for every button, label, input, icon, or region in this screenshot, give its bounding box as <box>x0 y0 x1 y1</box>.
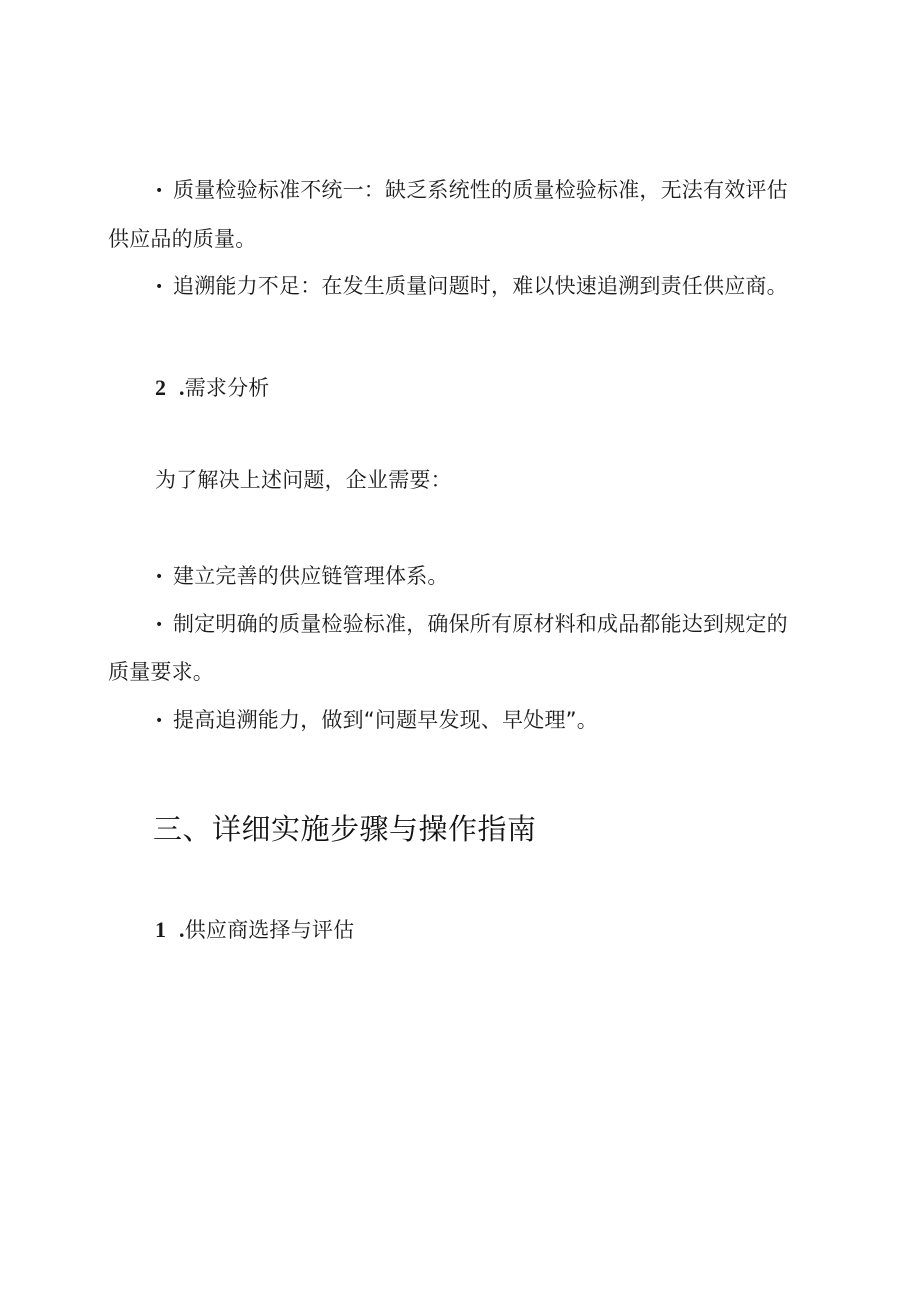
bullet-text: 供应品的质量。 <box>108 227 257 251</box>
bullet-item-traceability <box>155 274 855 299</box>
subheading-text: 供应商选择与评估 <box>184 918 355 942</box>
subheading-separator: . <box>179 375 185 400</box>
bullet-text: 提高追溯能力，做到“问题早发现、早处理”。 <box>173 708 598 732</box>
bullet-text: 制定明确的质量检验标准，确保所有原材料和成品都能达到规定的 <box>173 612 788 636</box>
bullet-text: 追溯能力不足：在发生质量问题时，难以快速追溯到责任供应商。 <box>173 274 788 298</box>
bullet-item-quality-standard-continued <box>108 227 808 251</box>
bullet-icon: • <box>155 713 164 729</box>
subheading-requirements-analysis <box>155 376 855 400</box>
bullet-icon: • <box>155 569 164 585</box>
bullet-item-improve-traceability <box>155 708 855 733</box>
subheading-number: 1 <box>155 917 167 942</box>
subheading-separator: . <box>179 917 185 942</box>
subheading-supplier-selection <box>155 918 855 942</box>
paragraph-text: 为了解决上述问题，企业需要： <box>155 468 452 492</box>
bullet-item-quality-standard <box>155 178 855 203</box>
bullet-text: 质量检验标准不统一：缺乏系统性的质量检验标准，无法有效评估 <box>173 178 788 202</box>
bullet-icon: • <box>155 617 164 633</box>
bullet-item-inspection-standard <box>155 612 855 637</box>
bullet-item-supply-chain-system <box>155 564 855 589</box>
section-title: 三、详细实施步骤与操作指南 <box>153 812 537 846</box>
subheading-text: 需求分析 <box>184 376 270 400</box>
intro-paragraph <box>155 468 855 492</box>
bullet-icon: • <box>155 279 164 295</box>
bullet-item-inspection-standard-continued <box>108 660 808 684</box>
bullet-text: 质量要求。 <box>108 660 214 684</box>
bullet-text: 建立完善的供应链管理体系。 <box>173 564 449 588</box>
bullet-icon: • <box>155 183 164 199</box>
subheading-number: 2 <box>155 375 167 400</box>
